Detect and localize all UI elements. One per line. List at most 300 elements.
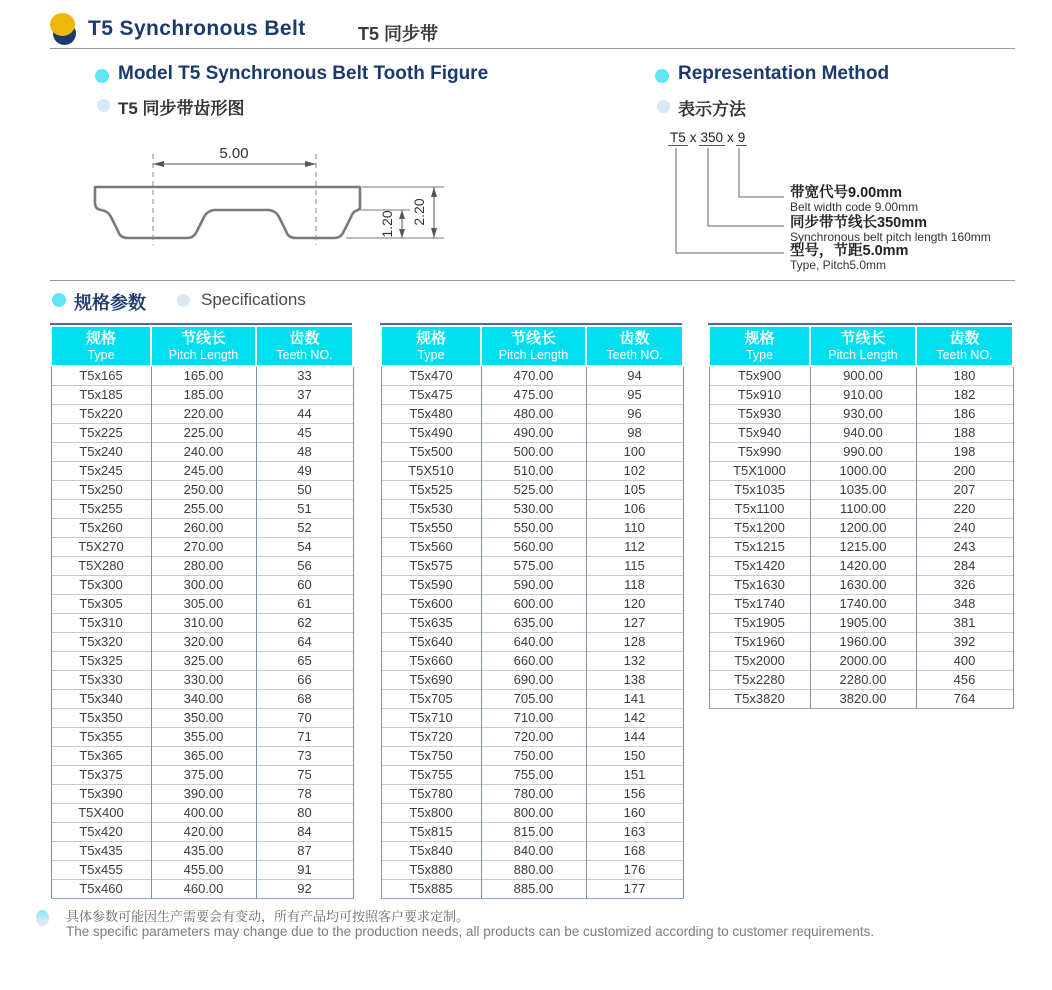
- table-row: [51, 538, 353, 557]
- table-cell: 3820.00: [810, 690, 916, 709]
- table-cell: 54: [256, 538, 353, 557]
- table-cell: 48: [256, 443, 353, 462]
- table-cell: T5x420: [51, 823, 151, 842]
- table-cell: T5x525: [381, 481, 481, 500]
- table-cell: 284: [916, 557, 1013, 576]
- table-cell: 510.00: [481, 462, 586, 481]
- table-cell: T5x1420: [709, 557, 810, 576]
- table-cell: T5x330: [51, 671, 151, 690]
- table-cell: 52: [256, 519, 353, 538]
- table-cell: 885.00: [481, 880, 586, 899]
- table-cell: 660.00: [481, 652, 586, 671]
- table-row: [51, 366, 353, 386]
- callout-line-length: [708, 148, 784, 226]
- table-cell: T5x840: [381, 842, 481, 861]
- table-row: [51, 595, 353, 614]
- code-sep: x: [727, 130, 734, 145]
- table-row: [51, 443, 353, 462]
- table-row: [51, 614, 353, 633]
- header-divider: [50, 48, 1015, 49]
- table-row: [51, 405, 353, 424]
- table-cell: T5x910: [709, 386, 810, 405]
- table-cell: 348: [916, 595, 1013, 614]
- table-cell: T5x375: [51, 766, 151, 785]
- table-cell: T5x885: [381, 880, 481, 899]
- table-cell: 250.00: [151, 481, 256, 500]
- table-row: [381, 804, 683, 823]
- col-header-zh: 规格: [744, 329, 775, 347]
- col-header-teeth-no: [586, 326, 683, 366]
- table-cell: 300.00: [151, 576, 256, 595]
- callout-label-zh: 同步带节线长350mm: [790, 215, 927, 231]
- table-row: [381, 576, 683, 595]
- table-cell: T5X280: [51, 557, 151, 576]
- table-row: [381, 500, 683, 519]
- page-title: T5 Synchronous Belt: [88, 17, 306, 40]
- table-cell: 66: [256, 671, 353, 690]
- table-cell: T5x550: [381, 519, 481, 538]
- table-cell: 456: [916, 671, 1013, 690]
- callout-label-length: [790, 216, 991, 244]
- table-cell: T5x340: [51, 690, 151, 709]
- table-cell: T5x755: [381, 766, 481, 785]
- table-cell: 1960.00: [810, 633, 916, 652]
- table-cell: 151: [586, 766, 683, 785]
- table-row: [51, 500, 353, 519]
- table-cell: 185.00: [151, 386, 256, 405]
- table-row: [709, 595, 1013, 614]
- code-width: 9: [737, 130, 746, 145]
- specs-heading-zh: 规格参数: [74, 293, 146, 313]
- callout-label-en: Synchronous belt pitch length 160mm: [790, 230, 991, 244]
- table-row: [381, 652, 683, 671]
- table-cell: 105: [586, 481, 683, 500]
- table-row: [381, 633, 683, 652]
- table-cell: 900.00: [810, 366, 916, 386]
- table-row: [709, 614, 1013, 633]
- table-cell: T5x710: [381, 709, 481, 728]
- table-cell: 350.00: [151, 709, 256, 728]
- table-cell: 49: [256, 462, 353, 481]
- bullet-light-icon: [657, 100, 670, 113]
- table-row: [51, 519, 353, 538]
- col-header-zh: 齿数: [949, 329, 980, 347]
- table-cell: T5x255: [51, 500, 151, 519]
- table-cell: 590.00: [481, 576, 586, 595]
- table-cell: 102: [586, 462, 683, 481]
- belt-outline: [95, 187, 360, 238]
- table-cell: 165.00: [151, 366, 256, 386]
- col-header-zh: 节线长: [510, 329, 556, 347]
- table-row: [381, 709, 683, 728]
- table-cell: T5x1960: [709, 633, 810, 652]
- table-row: [381, 823, 683, 842]
- table-cell: T5x310: [51, 614, 151, 633]
- table-cell: 245.00: [151, 462, 256, 481]
- table-cell: T5x750: [381, 747, 481, 766]
- bullet-light-icon: [97, 99, 110, 112]
- table-cell: 310.00: [151, 614, 256, 633]
- col-header-teeth-no: [916, 326, 1013, 366]
- spec-table-3: [708, 325, 1014, 709]
- table-cell: T5x1215: [709, 538, 810, 557]
- table-row: [381, 728, 683, 747]
- table-cell: 455.00: [151, 861, 256, 880]
- table-row: [381, 538, 683, 557]
- table-cell: T5x225: [51, 424, 151, 443]
- table-cell: T5x880: [381, 861, 481, 880]
- table-row: [381, 614, 683, 633]
- table-cell: 381: [916, 614, 1013, 633]
- table-cell: 1100.00: [810, 500, 916, 519]
- page-title-zh: T5 同步带: [358, 24, 439, 44]
- table-row: [381, 671, 683, 690]
- table-header-row: [51, 326, 353, 366]
- table-row: [709, 443, 1013, 462]
- table-cell: T5X1000: [709, 462, 810, 481]
- bullet-cyan-icon: [655, 69, 669, 83]
- table-cell: 60: [256, 576, 353, 595]
- section-title-tooth-figure: Model T5 Synchronous Belt Tooth Figure: [118, 63, 489, 84]
- table-cell: 71: [256, 728, 353, 747]
- table-cell: 500.00: [481, 443, 586, 462]
- table-cell: T5x470: [381, 366, 481, 386]
- table-cell: 144: [586, 728, 683, 747]
- table-cell: T5x590: [381, 576, 481, 595]
- table-cell: 2000.00: [810, 652, 916, 671]
- table-cell: T5x3820: [709, 690, 810, 709]
- table-cell: 62: [256, 614, 353, 633]
- table-cell: 990.00: [810, 443, 916, 462]
- table-row: [51, 576, 353, 595]
- table-cell: 87: [256, 842, 353, 861]
- col-header-type: [709, 326, 810, 366]
- table-cell: 92: [256, 880, 353, 899]
- table-cell: T5x220: [51, 405, 151, 424]
- col-header-zh: 齿数: [289, 329, 320, 347]
- table-cell: T5x260: [51, 519, 151, 538]
- table-cell: 198: [916, 443, 1013, 462]
- table-cell: T5X510: [381, 462, 481, 481]
- table-row: [381, 462, 683, 481]
- table-row: [51, 386, 353, 405]
- table-cell: 550.00: [481, 519, 586, 538]
- table-cell: T5x240: [51, 443, 151, 462]
- table-cell: 530.00: [481, 500, 586, 519]
- table-row: [709, 519, 1013, 538]
- table-cell: T5x320: [51, 633, 151, 652]
- table-cell: T5x305: [51, 595, 151, 614]
- col-header-en: Pitch Length: [498, 347, 569, 362]
- table-cell: 207: [916, 481, 1013, 500]
- section-divider: [50, 280, 1015, 281]
- table-cell: 64: [256, 633, 353, 652]
- table-cell: 186: [916, 405, 1013, 424]
- table-cell: T5x2000: [709, 652, 810, 671]
- table-cell: 141: [586, 690, 683, 709]
- table-cell: 1000.00: [810, 462, 916, 481]
- table-cell: 1905.00: [810, 614, 916, 633]
- table-cell: 118: [586, 576, 683, 595]
- table-cell: 940.00: [810, 424, 916, 443]
- specs-heading-en: Specifications: [201, 290, 306, 309]
- table-cell: T5x940: [709, 424, 810, 443]
- table-cell: T5x800: [381, 804, 481, 823]
- table-row: [709, 538, 1013, 557]
- table-cell: 33: [256, 366, 353, 386]
- table-cell: 45: [256, 424, 353, 443]
- table-cell: 326: [916, 576, 1013, 595]
- table-cell: 720.00: [481, 728, 586, 747]
- table-row: [709, 576, 1013, 595]
- table-cell: 800.00: [481, 804, 586, 823]
- table-cell: 142: [586, 709, 683, 728]
- table-cell: 305.00: [151, 595, 256, 614]
- table-cell: T5x600: [381, 595, 481, 614]
- table-cell: T5x365: [51, 747, 151, 766]
- table-cell: 240: [916, 519, 1013, 538]
- table-row: [709, 405, 1013, 424]
- table-cell: T5x1905: [709, 614, 810, 633]
- table-cell: 575.00: [481, 557, 586, 576]
- table-cell: 44: [256, 405, 353, 424]
- col-header-en: Pitch Length: [168, 347, 239, 362]
- table-cell: 120: [586, 595, 683, 614]
- table-cell: 1200.00: [810, 519, 916, 538]
- table-cell: 96: [586, 405, 683, 424]
- table-cell: T5x1630: [709, 576, 810, 595]
- total-height-dim-label: 2.20: [411, 198, 427, 226]
- table-cell: T5x2280: [709, 671, 810, 690]
- table-cell: T5x185: [51, 386, 151, 405]
- code-type: T5: [670, 130, 686, 145]
- col-header-zh: 节线长: [180, 329, 226, 347]
- table-cell: 73: [256, 747, 353, 766]
- table-cell: 84: [256, 823, 353, 842]
- callout-line-width: [739, 148, 784, 197]
- table-cell: 128: [586, 633, 683, 652]
- table-cell: T5x165: [51, 366, 151, 386]
- arrowhead: [431, 228, 437, 238]
- table-row: [51, 652, 353, 671]
- table-cell: 435.00: [151, 842, 256, 861]
- callout-label-type: [790, 244, 908, 272]
- table-row: [709, 500, 1013, 519]
- table-cell: 460.00: [151, 880, 256, 899]
- table-cell: T5x690: [381, 671, 481, 690]
- table-cell: T5x500: [381, 443, 481, 462]
- table-cell: 115: [586, 557, 683, 576]
- table-row: [709, 424, 1013, 443]
- table-row: [381, 785, 683, 804]
- pitch-dim-label: 5.00: [219, 145, 249, 162]
- table-row: [709, 671, 1013, 690]
- table-cell: 480.00: [481, 405, 586, 424]
- section-title-representation-zh: 表示方法: [678, 100, 746, 119]
- table-cell: 182: [916, 386, 1013, 405]
- table-cell: 78: [256, 785, 353, 804]
- table-cell: T5x560: [381, 538, 481, 557]
- code-length: 350: [700, 130, 724, 145]
- table-row: [381, 595, 683, 614]
- table-cell: 490.00: [481, 424, 586, 443]
- table-cell: 95: [586, 386, 683, 405]
- table-cell: T5x815: [381, 823, 481, 842]
- table-row: [381, 842, 683, 861]
- table-cell: 320.00: [151, 633, 256, 652]
- col-header-en: Teeth NO.: [276, 347, 333, 362]
- table-cell: T5X270: [51, 538, 151, 557]
- table-cell: 640.00: [481, 633, 586, 652]
- table-cell: T5x250: [51, 481, 151, 500]
- table-row: [51, 671, 353, 690]
- table-row: [709, 462, 1013, 481]
- table-cell: T5x705: [381, 690, 481, 709]
- table-row: [709, 386, 1013, 405]
- table-row: [51, 842, 353, 861]
- table-cell: T5x635: [381, 614, 481, 633]
- table-cell: 1740.00: [810, 595, 916, 614]
- table-cell: T5x1200: [709, 519, 810, 538]
- table-cell: 705.00: [481, 690, 586, 709]
- col-header-pitch-length: [810, 326, 916, 366]
- table-row: [381, 747, 683, 766]
- table-cell: T5x575: [381, 557, 481, 576]
- table-cell: 138: [586, 671, 683, 690]
- table-row: [381, 424, 683, 443]
- col-header-pitch-length: [481, 326, 586, 366]
- table-row: [381, 690, 683, 709]
- table-cell: T5x475: [381, 386, 481, 405]
- code-sep: x: [689, 130, 697, 145]
- bullet-cyan-icon: [52, 293, 66, 307]
- table-cell: 127: [586, 614, 683, 633]
- col-header-en: Teeth NO.: [606, 347, 663, 362]
- col-header-type: [381, 326, 481, 366]
- table-row: [51, 424, 353, 443]
- table-cell: 910.00: [810, 386, 916, 405]
- table-row: [51, 823, 353, 842]
- col-header-zh: 节线长: [840, 329, 886, 347]
- col-header-zh: 规格: [415, 329, 446, 347]
- table-cell: 1630.00: [810, 576, 916, 595]
- table-cell: 525.00: [481, 481, 586, 500]
- table-cell: 475.00: [481, 386, 586, 405]
- table-cell: 91: [256, 861, 353, 880]
- table-cell: T5x1035: [709, 481, 810, 500]
- col-header-pitch-length: [151, 326, 256, 366]
- table-cell: T5x1740: [709, 595, 810, 614]
- table-cell: 400: [916, 652, 1013, 671]
- callout-label-en: Type, Pitch5.0mm: [790, 258, 887, 272]
- col-header-en: Type: [745, 347, 774, 362]
- table-cell: 112: [586, 538, 683, 557]
- arrowhead: [399, 229, 405, 238]
- table-cell: T5x480: [381, 405, 481, 424]
- arrowhead: [153, 161, 164, 167]
- table-row: [51, 481, 353, 500]
- table-cell: 240.00: [151, 443, 256, 462]
- representation-diagram: [660, 130, 1030, 295]
- table-cell: 400.00: [151, 804, 256, 823]
- table-cell: 330.00: [151, 671, 256, 690]
- table-cell: 61: [256, 595, 353, 614]
- table-cell: 177: [586, 880, 683, 899]
- table-cell: T5x455: [51, 861, 151, 880]
- callout-label-zh: 型号，节距5.0mm: [790, 243, 909, 259]
- table-cell: T5x640: [381, 633, 481, 652]
- table-cell: 280.00: [151, 557, 256, 576]
- callout-label-en: Belt width code 9.00mm: [790, 200, 919, 214]
- table-row: [709, 366, 1013, 386]
- table-row: [381, 366, 683, 386]
- table-cell: 355.00: [151, 728, 256, 747]
- table-cell: 80: [256, 804, 353, 823]
- table-cell: 780.00: [481, 785, 586, 804]
- table-cell: 243: [916, 538, 1013, 557]
- callout-label-zh: 带宽代号9.00mm: [790, 185, 903, 201]
- table-cell: 180: [916, 366, 1013, 386]
- table-row: [51, 633, 353, 652]
- table-cell: 750.00: [481, 747, 586, 766]
- table-cell: T5x245: [51, 462, 151, 481]
- table-cell: 880.00: [481, 861, 586, 880]
- table-row: [709, 557, 1013, 576]
- table-cell: 106: [586, 500, 683, 519]
- callout-label-width: [790, 186, 918, 214]
- callout-line-type: [676, 148, 784, 253]
- table-cell: 68: [256, 690, 353, 709]
- table-cell: 51: [256, 500, 353, 519]
- bullet-cyan-icon: [95, 69, 109, 83]
- table-cell: 168: [586, 842, 683, 861]
- table-cell: 470.00: [481, 366, 586, 386]
- table-cell: 1035.00: [810, 481, 916, 500]
- table-cell: T5x660: [381, 652, 481, 671]
- table-cell: 560.00: [481, 538, 586, 557]
- table-cell: T5x720: [381, 728, 481, 747]
- col-header-type: [51, 326, 151, 366]
- table-header-row: [381, 326, 683, 366]
- table-cell: 1215.00: [810, 538, 916, 557]
- table-cell: T5x780: [381, 785, 481, 804]
- table-cell: 930.00: [810, 405, 916, 424]
- table-cell: T5x990: [709, 443, 810, 462]
- table-row: [51, 462, 353, 481]
- table-row: [381, 386, 683, 405]
- table-row: [51, 690, 353, 709]
- table-row: [51, 804, 353, 823]
- table-row: [381, 481, 683, 500]
- table-row: [709, 633, 1013, 652]
- table-cell: 188: [916, 424, 1013, 443]
- table-cell: 160: [586, 804, 683, 823]
- table-cell: 132: [586, 652, 683, 671]
- table-cell: T5x300: [51, 576, 151, 595]
- table-cell: 75: [256, 766, 353, 785]
- arrowhead: [399, 210, 405, 219]
- table-cell: 70: [256, 709, 353, 728]
- table-cell: 764: [916, 690, 1013, 709]
- table-cell: 220.00: [151, 405, 256, 424]
- table-cell: 600.00: [481, 595, 586, 614]
- table-row: [381, 443, 683, 462]
- col-header-zh: 规格: [85, 329, 116, 347]
- table-cell: 390.00: [151, 785, 256, 804]
- col-header-zh: 齿数: [619, 329, 650, 347]
- table-row: [51, 785, 353, 804]
- table-row: [381, 861, 683, 880]
